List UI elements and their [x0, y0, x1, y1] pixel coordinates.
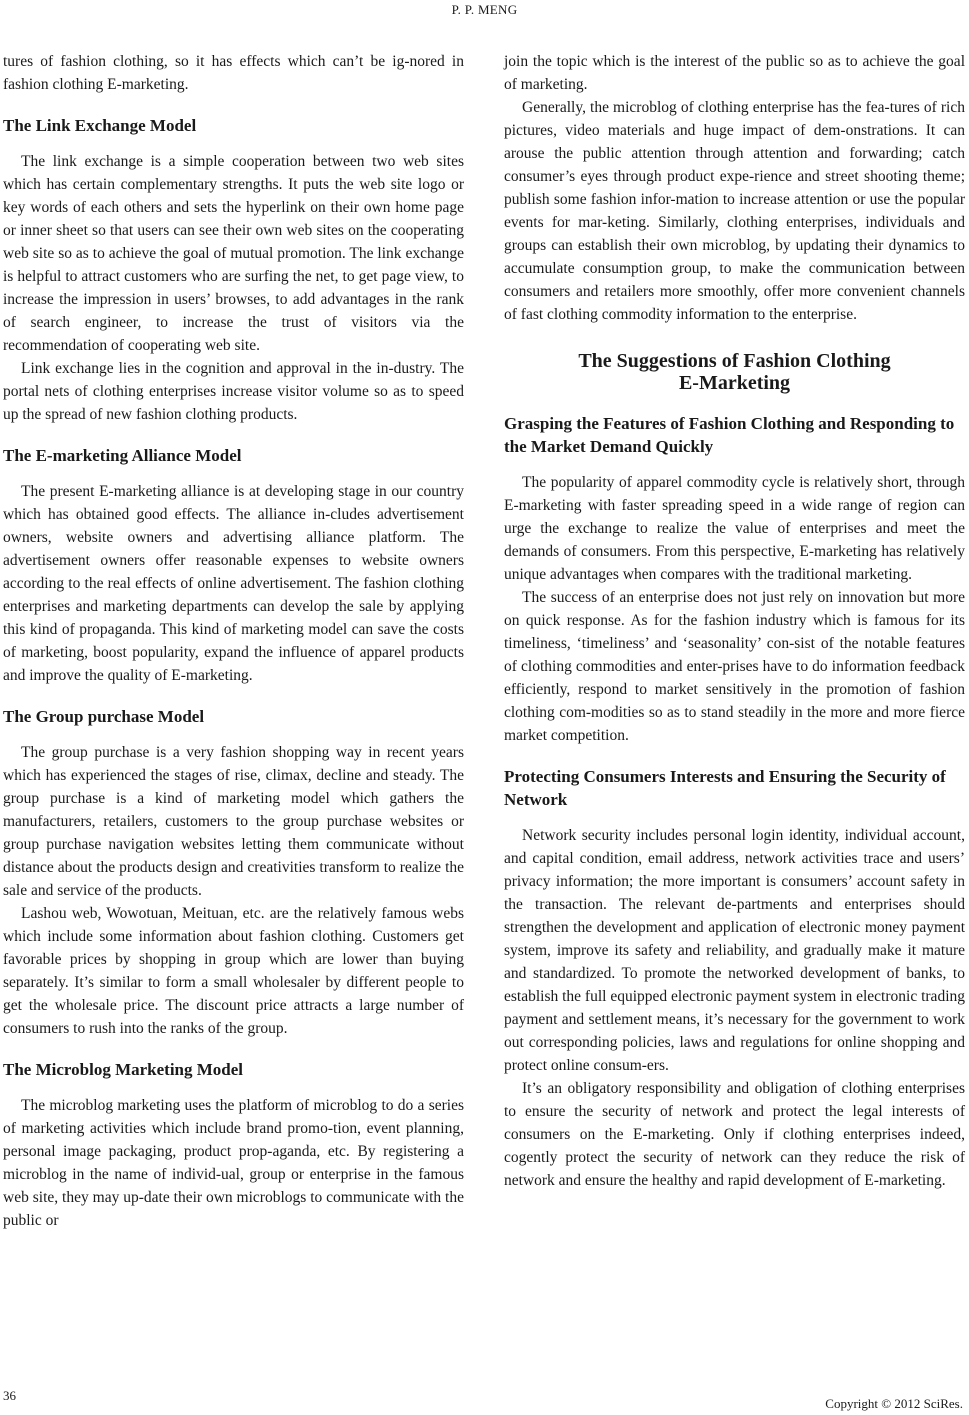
- heading-microblog-model: The Microblog Marketing Model: [3, 1060, 244, 1079]
- running-head: P. P. MENG: [451, 2, 518, 17]
- section-title: [504, 350, 965, 394]
- paragraph-group-purchase-1: The group purchase is a very fashion shopping way in recent years which has experienced the stages of rise, climax, decline and steady. The group purchase is a kind of marketing model which gathers the manufacturers, retailers, customers to the group purchase websites or group purchase navigation websites letting them communicate without distance about the products design and creativities transform to realize the sale and service of the products.: [3, 744, 464, 899]
- paragraph-protecting-1: Network security includes personal login identity, individual account, and capital condition, email address, network activities trace and users’ privacy information; the more important is consumers’ account safety in the transaction. The relevant de-partments and enterprises should strengthen the development and application of electronic money payment system, improve its safety and reliability, and gradually make it mature and standardized. To promote the networked development of banks, to establish the full equipped electronic payment system in electronic trading payment and settlement means, it’s necessary for the government to work out corresponding policies, laws and regulations for online shopping and protect online consum-ers.: [504, 827, 965, 1074]
- left-column: [3, 50, 464, 1232]
- paragraph-continued: tures of fashion clothing, so it has effects which can’t be ig-nored in fashion clothing E-marketing.: [3, 53, 464, 93]
- paragraph-microblog: The microblog marketing uses the platform of microblog to do a series of marketing activities which include brand promo-tion, event planning, personal image packaging, product prop-aganda, etc. By registering a microblog in the name of individ-ual, group or enterprise in the famous web site, they may up-date their own microblogs to communicate with the public or: [3, 1097, 464, 1229]
- heading-link-exchange-model: The Link Exchange Model: [3, 116, 197, 135]
- paragraph-link-exchange-1: The link exchange is a simple cooperation between two web sites which has certain complementary strengths. It puts the web site logo or key words of each others and sets the hyperlink on their own home page or inner sheet so that users can see their own web sites on the cooperating web site so as to achieve the goal of mutual promotion. The link exchange is helpful to attract customers who are surfing the net, to get page view, to increase the impression in users’ browses, to add advantages in the rank of search engineer, to increase the trust of visitors via the recommendation of cooperating web site.: [3, 153, 464, 354]
- heading-alliance-model: The E-marketing Alliance Model: [3, 446, 242, 465]
- section-title-line-2: E-Marketing: [678, 372, 791, 394]
- copyright-notice: Copyright © 2012 SciRes.: [825, 1396, 963, 1411]
- paragraph-grasping-2: The success of an enterprise does not just rely on innovation but more on quick response. As for the fashion industry which is famous for its timeliness, ‘timeliness’ and ‘seasonality’ con-sist of the notable features of clothing commodities and enter-prises have to do information feedback efficiently, respond to market sensitively in the promotion of fashion clothing com-modities so as to stand steadily in the more and more fierce market competition.: [504, 589, 965, 744]
- paragraph-protecting-2: It’s an obligatory responsibility and obligation of clothing enterprises to ensure the security of network and protect the legal interests of consumers on the E-marketing. Only if clothing enterprises indeed, cogently protect the security of network can they reduce the risk of network and ensure the healthy and rapid development of E-marketing.: [504, 1080, 965, 1189]
- paragraph-alliance: The present E-marketing alliance is at developing stage in our country which has obtained good effects. The alliance in-cludes advertisement owners, website owners and advertising alliance platform. The advertisement owners offer reasonable expenses to website owners according to the real effects of online advertisement. The fashion clothing enterprises and marketing departments can develop the sale by applying this kind of propaganda. This kind of marketing model can save the costs of marketing, boost popularity, expand the influence of apparel products and improve the quality of E-marketing.: [3, 483, 464, 684]
- paragraph-continued: join the topic which is the interest of the public so as to achieve the goal of marketing.: [504, 53, 965, 93]
- heading-protecting-consumers: Protecting Consumers Interests and Ensuring the Security of Network: [504, 767, 946, 809]
- heading-group-purchase-model: The Group purchase Model: [3, 707, 205, 726]
- heading-grasping-features: Grasping the Features of Fashion Clothing and Responding to the Market Demand Quickly: [504, 414, 955, 456]
- page-number: 36: [3, 1388, 16, 1403]
- paragraph-group-purchase-2: Lashou web, Wowotuan, Meituan, etc. are the relatively famous webs which include some information about fashion clothing. Customers get favorable prices by shopping in group which are lower than buying separately. It’s similar to form a small wholesaler by different people to get the wholesale price. The discount price attracts a large number of consumers to rush into the ranks of the group.: [3, 905, 464, 1037]
- section-title-line-1: The Suggestions of Fashion Clothing: [578, 350, 891, 372]
- paragraph-grasping-1: The popularity of apparel commodity cycle is relatively short, through E-marketing with faster spreading speed in a wide range of region can urge the exchange to realize the value of enterprises and meet the demands of consumers. From this perspective, E-marketing has relatively unique advantages when compares with the traditional marketing.: [504, 474, 965, 583]
- paragraph-microblog-features: Generally, the microblog of clothing enterprise has the fea-tures of rich pictures, video materials and huge impact of dem-onstrations. It can arouse the public attention through attention and forwarding; catch consumer’s eyes through product expe-rience and street shooting theme; publish some fashion infor-mation to increase attention or use the popular events for mar-keting. Similarly, clothing enterprises, individuals and groups can establish their own microblog, by updating their dynamics to accumulate consumption group, to make the communication between consumers and retailers more smoothly, offer more convenient channels of fast clothing commodity information to the enterprise.: [504, 99, 965, 323]
- paragraph-link-exchange-2: Link exchange lies in the cognition and approval in the in-dustry. The portal nets of clothing enterprises increase visitor volume so as to speed up the spread of new fashion clothing products.: [3, 360, 464, 423]
- right-column: [504, 50, 965, 1192]
